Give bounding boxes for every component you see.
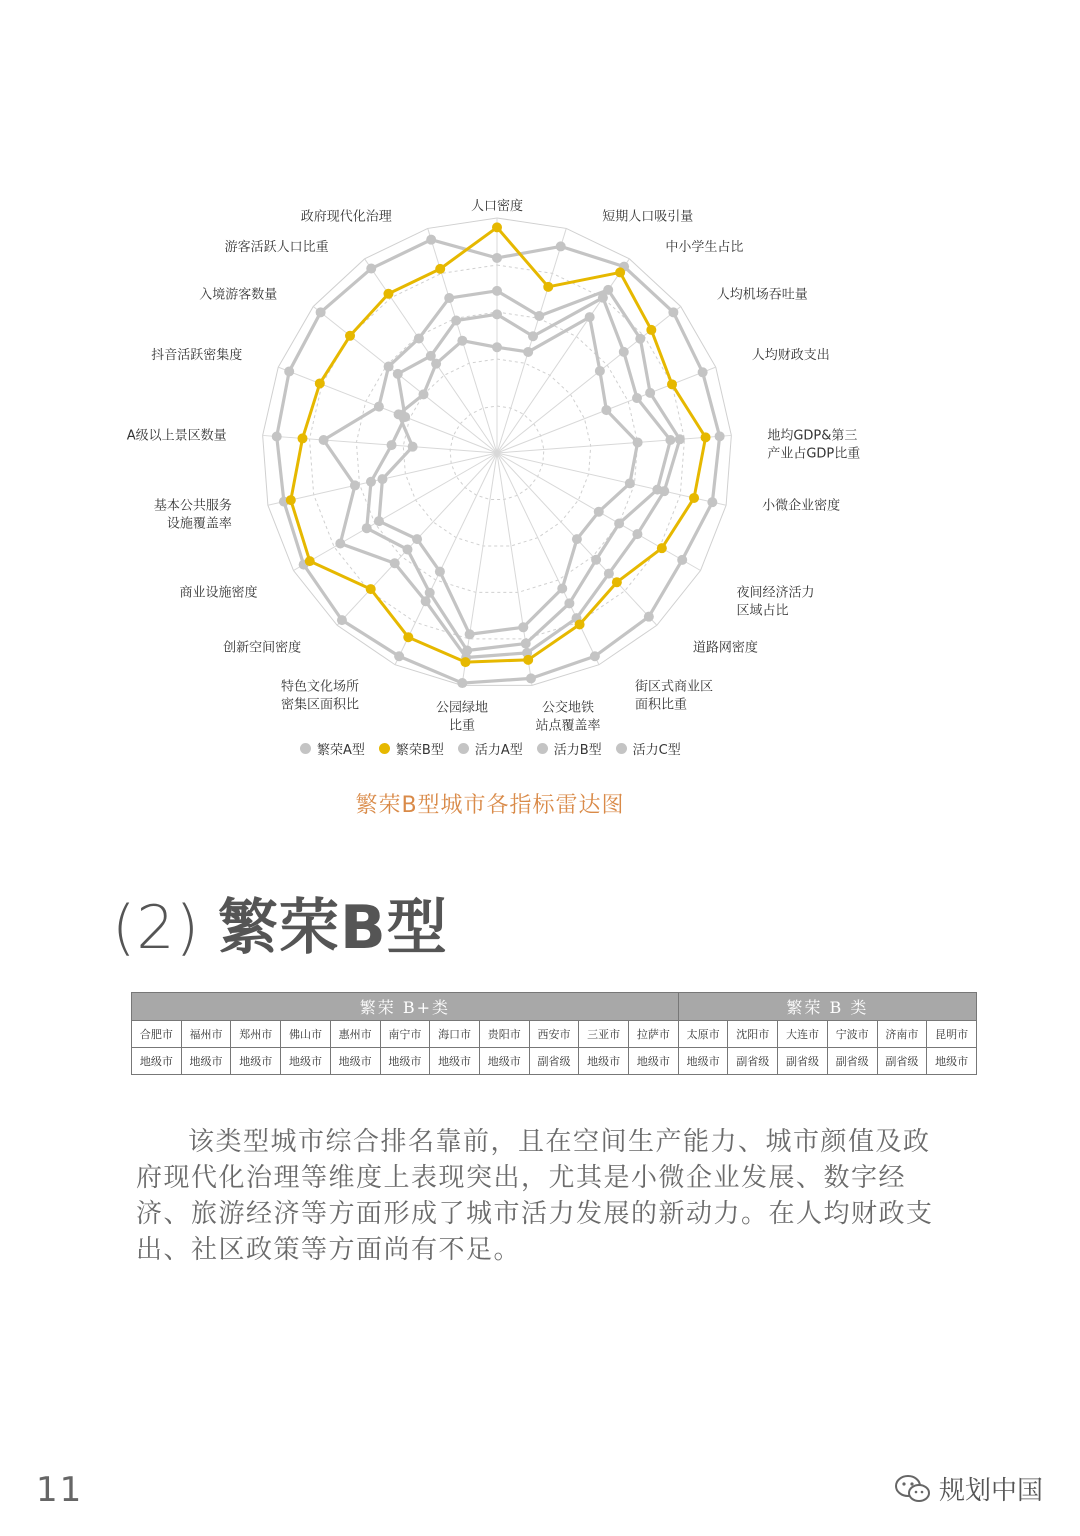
axis-label	[471, 198, 523, 214]
city-level-cell: 地级市	[579, 1048, 629, 1075]
chart-caption	[0, 788, 1000, 819]
data-point	[366, 584, 376, 594]
city-name-cell: 拉萨市	[629, 1021, 679, 1048]
city-level-cell: 地级市	[678, 1048, 728, 1075]
data-point	[645, 388, 655, 398]
axis-label-line: 小微企业密度	[762, 498, 841, 514]
axis-label-line: 设施覆盖率	[166, 516, 232, 532]
data-point	[644, 612, 654, 622]
group-header-plus: 繁荣 B+类	[132, 993, 679, 1021]
data-point	[615, 267, 625, 277]
data-point	[394, 409, 404, 419]
data-point	[518, 622, 528, 632]
axis-label	[301, 209, 392, 224]
data-point	[633, 437, 643, 447]
data-point	[366, 264, 376, 274]
city-name-cell: 太原市	[678, 1021, 728, 1048]
axis-label-line: 基本公共服务	[153, 498, 232, 514]
data-point	[598, 293, 608, 303]
data-point	[335, 538, 345, 548]
data-point	[715, 431, 725, 441]
axis-label-line: 游客活跃人口比重	[224, 239, 329, 255]
axis-label-line: 街区式商业区	[634, 679, 713, 695]
axis-label	[635, 679, 713, 713]
data-point	[393, 369, 403, 379]
legend-marker	[537, 743, 548, 754]
data-point	[414, 333, 424, 343]
axis-label-line: 人均财政支出	[751, 348, 830, 364]
legend-label: 繁荣B型	[395, 742, 444, 758]
axis-label	[602, 208, 693, 224]
data-point	[451, 316, 461, 326]
data-point	[619, 347, 629, 357]
data-point	[612, 577, 622, 587]
data-point	[556, 241, 566, 251]
legend-item	[458, 739, 523, 758]
city-level-cell: 地级市	[330, 1048, 380, 1075]
data-point	[319, 435, 329, 445]
data-point	[526, 673, 536, 683]
axis-label-line: 商业设施密度	[179, 585, 258, 601]
city-name-cell: 南宁市	[380, 1021, 430, 1048]
city-name-cell: 贵阳市	[479, 1021, 529, 1048]
data-point	[315, 378, 325, 388]
axis-label	[127, 427, 227, 443]
city-name-cell: 海口市	[430, 1021, 480, 1048]
section-name: 繁荣B型	[218, 893, 448, 963]
data-point	[652, 485, 662, 495]
data-point	[675, 434, 685, 444]
radar-spoke	[497, 435, 731, 453]
axis-label	[179, 585, 257, 601]
data-point	[377, 474, 387, 484]
data-point	[286, 495, 296, 505]
data-point	[528, 331, 538, 341]
data-point	[316, 307, 326, 317]
data-point	[523, 655, 533, 665]
axis-label	[154, 497, 232, 531]
section-number: (2)	[112, 893, 200, 963]
city-name-cell: 合肥市	[132, 1021, 182, 1048]
axis-label	[151, 347, 242, 363]
axis-label	[536, 699, 601, 733]
data-point	[591, 555, 601, 565]
axis-label	[693, 639, 758, 655]
legend-marker	[300, 743, 311, 754]
axis-label-line: 短期人口吸引量	[602, 209, 694, 225]
data-point	[366, 477, 376, 487]
axis-label	[199, 286, 277, 302]
axis-label	[665, 239, 743, 255]
data-point	[523, 347, 533, 357]
data-point	[297, 433, 307, 443]
data-point	[457, 678, 467, 688]
table-row-city-names	[132, 1021, 977, 1048]
data-point	[657, 543, 667, 553]
axis-label-line: A级以上景区数量	[126, 428, 227, 444]
axis-label	[281, 679, 359, 713]
city-name-cell: 惠州市	[330, 1021, 380, 1048]
city-table	[131, 992, 977, 1075]
wechat-icon	[895, 1474, 931, 1504]
chart-caption-text: 繁荣B型城市各指标雷达图	[355, 793, 625, 818]
axis-label-line: 区域占比	[736, 603, 789, 619]
axis-label-line: 面积比重	[634, 697, 687, 713]
data-point	[698, 367, 708, 377]
data-point	[632, 529, 642, 539]
data-point	[374, 516, 384, 526]
data-point	[492, 342, 502, 352]
data-point	[390, 558, 400, 568]
data-point	[403, 632, 413, 642]
city-name-cell: 郑州市	[231, 1021, 281, 1048]
data-point	[632, 393, 642, 403]
axis-label-line: 创新空间密度	[223, 640, 302, 656]
axis-label	[767, 427, 860, 461]
table-group-header-row	[132, 993, 977, 1021]
data-point	[543, 282, 553, 292]
data-point	[387, 440, 397, 450]
data-point	[534, 311, 544, 321]
city-level-cell: 地级市	[281, 1048, 331, 1075]
axis-label-line: 抖音活跃密集度	[151, 348, 243, 364]
city-level-cell: 地级市	[181, 1048, 231, 1075]
city-name-cell: 西安市	[529, 1021, 579, 1048]
axis-label	[436, 699, 488, 733]
legend-item	[616, 739, 681, 758]
city-level-cell: 地级市	[132, 1048, 182, 1075]
body-paragraph	[136, 1124, 936, 1268]
table-row-city-levels	[132, 1048, 977, 1075]
city-level-cell: 地级市	[479, 1048, 529, 1075]
data-point	[425, 588, 435, 598]
data-point	[462, 646, 472, 656]
city-level-cell: 地级市	[629, 1048, 679, 1075]
data-point	[421, 596, 431, 606]
data-point	[492, 286, 502, 296]
axis-label-line: 密集区面积比	[281, 697, 360, 713]
data-point	[412, 534, 422, 544]
legend-label: 繁荣A型	[317, 742, 365, 758]
axis-label-line: 夜间经济活力	[736, 585, 815, 601]
data-point	[521, 639, 531, 649]
data-point	[384, 362, 394, 372]
group-header-b: 繁荣 B 类	[678, 993, 976, 1021]
axis-label-line: 政府现代化治理	[300, 209, 392, 225]
data-point	[625, 478, 635, 488]
data-point	[557, 584, 567, 594]
data-point	[595, 366, 605, 376]
city-name-cell: 宁波市	[827, 1021, 877, 1048]
city-name-cell: 沈阳市	[728, 1021, 778, 1048]
data-point	[492, 309, 502, 319]
data-point	[707, 497, 717, 507]
city-level-cell: 地级市	[430, 1048, 480, 1075]
axis-label-line: 地均GDP&第三	[767, 428, 858, 444]
radar-chart	[0, 150, 1080, 770]
legend-label: 活力C型	[632, 742, 681, 758]
data-point	[635, 334, 645, 344]
city-level-cell: 地级市	[231, 1048, 281, 1075]
data-point	[272, 431, 282, 441]
data-point	[350, 480, 360, 490]
axis-label	[752, 347, 830, 363]
city-level-cell: 副省级	[877, 1048, 927, 1075]
chart-legend	[300, 735, 681, 761]
data-point	[362, 523, 372, 533]
legend-marker	[616, 743, 627, 754]
axis-label-line: 中小学生占比	[665, 239, 744, 255]
data-point	[337, 615, 347, 625]
data-point	[689, 493, 699, 503]
radar-spoke	[293, 453, 497, 571]
data-point	[460, 657, 470, 667]
data-point	[590, 651, 600, 661]
city-name-cell: 佛山市	[281, 1021, 331, 1048]
data-point	[667, 379, 677, 389]
axis-label-line: 公交地铁	[542, 700, 595, 716]
data-point	[305, 556, 315, 566]
legend-label: 活力A型	[474, 742, 523, 758]
data-point	[677, 555, 687, 565]
data-point	[345, 331, 355, 341]
axis-label-line: 公园绿地	[435, 700, 488, 716]
data-point	[701, 432, 711, 442]
city-name-cell: 三亚市	[579, 1021, 629, 1048]
data-point	[575, 619, 585, 629]
axis-label-line: 产业占GDP比重	[767, 446, 861, 462]
data-point	[604, 569, 614, 579]
axis-label	[737, 585, 815, 619]
data-point	[419, 389, 429, 399]
city-level-cell: 地级市	[380, 1048, 430, 1075]
data-point	[383, 289, 393, 299]
city-level-cell: 副省级	[778, 1048, 828, 1075]
radar-spoke	[497, 453, 599, 665]
data-point	[435, 264, 445, 274]
axis-label	[717, 286, 808, 302]
axis-label	[762, 497, 840, 513]
data-point	[668, 307, 678, 317]
section-title	[112, 880, 448, 966]
axis-label-line: 入境游客数量	[199, 287, 278, 303]
city-name-cell: 福州市	[181, 1021, 231, 1048]
data-point	[408, 442, 418, 452]
city-level-cell: 副省级	[728, 1048, 778, 1075]
radar-axis-labels	[127, 198, 861, 733]
legend-marker	[458, 743, 469, 754]
city-level-cell: 地级市	[927, 1048, 977, 1075]
data-point	[284, 366, 294, 376]
legend-marker	[379, 743, 390, 754]
data-point	[492, 222, 502, 232]
city-name-cell: 济南市	[877, 1021, 927, 1048]
data-point	[614, 519, 624, 529]
data-point	[465, 629, 475, 639]
data-point	[426, 235, 436, 245]
axis-label	[225, 240, 329, 255]
page-number: 11	[36, 1470, 84, 1510]
data-point	[572, 534, 582, 544]
axis-label-line: 比重	[448, 718, 475, 734]
data-point	[394, 651, 404, 661]
data-point	[457, 336, 467, 346]
watermark	[895, 1470, 1043, 1507]
data-point	[585, 312, 595, 322]
data-point	[564, 598, 574, 608]
body-text: 该类型城市综合排名靠前，且在空间生产能力、城市颜值及政府现代化治理等维度上表现突出，尤其是小微企业发展、数字经济、旅游经济等方面形成了城市活力发展的新动力。在人均财政支出、社区政策等方面尚有不足。	[136, 1127, 934, 1265]
legend-label: 活力B型	[553, 742, 602, 758]
data-point	[594, 507, 604, 517]
data-point	[601, 405, 611, 415]
city-level-cell: 副省级	[529, 1048, 579, 1075]
city-name-cell: 大连市	[778, 1021, 828, 1048]
axis-label-line: 站点覆盖率	[535, 718, 601, 734]
data-point	[435, 567, 445, 577]
axis-label-line: 人均机场吞吐量	[716, 287, 808, 303]
legend-item	[537, 739, 602, 758]
data-point	[665, 435, 675, 445]
data-point	[431, 359, 441, 369]
watermark-text: 规划中国	[939, 1476, 1044, 1506]
axis-label	[223, 639, 301, 655]
axis-label-line: 人口密度	[470, 199, 524, 214]
data-point	[374, 402, 384, 412]
data-point	[402, 544, 412, 554]
data-point	[492, 253, 502, 263]
city-level-cell: 副省级	[827, 1048, 877, 1075]
data-point	[444, 293, 454, 303]
legend-item	[300, 739, 365, 758]
axis-label-line: 道路网密度	[692, 640, 758, 656]
axis-label-line: 特色文化场所	[281, 679, 360, 695]
legend-item	[379, 739, 444, 758]
data-point	[646, 325, 656, 335]
city-name-cell: 昆明市	[927, 1021, 977, 1048]
